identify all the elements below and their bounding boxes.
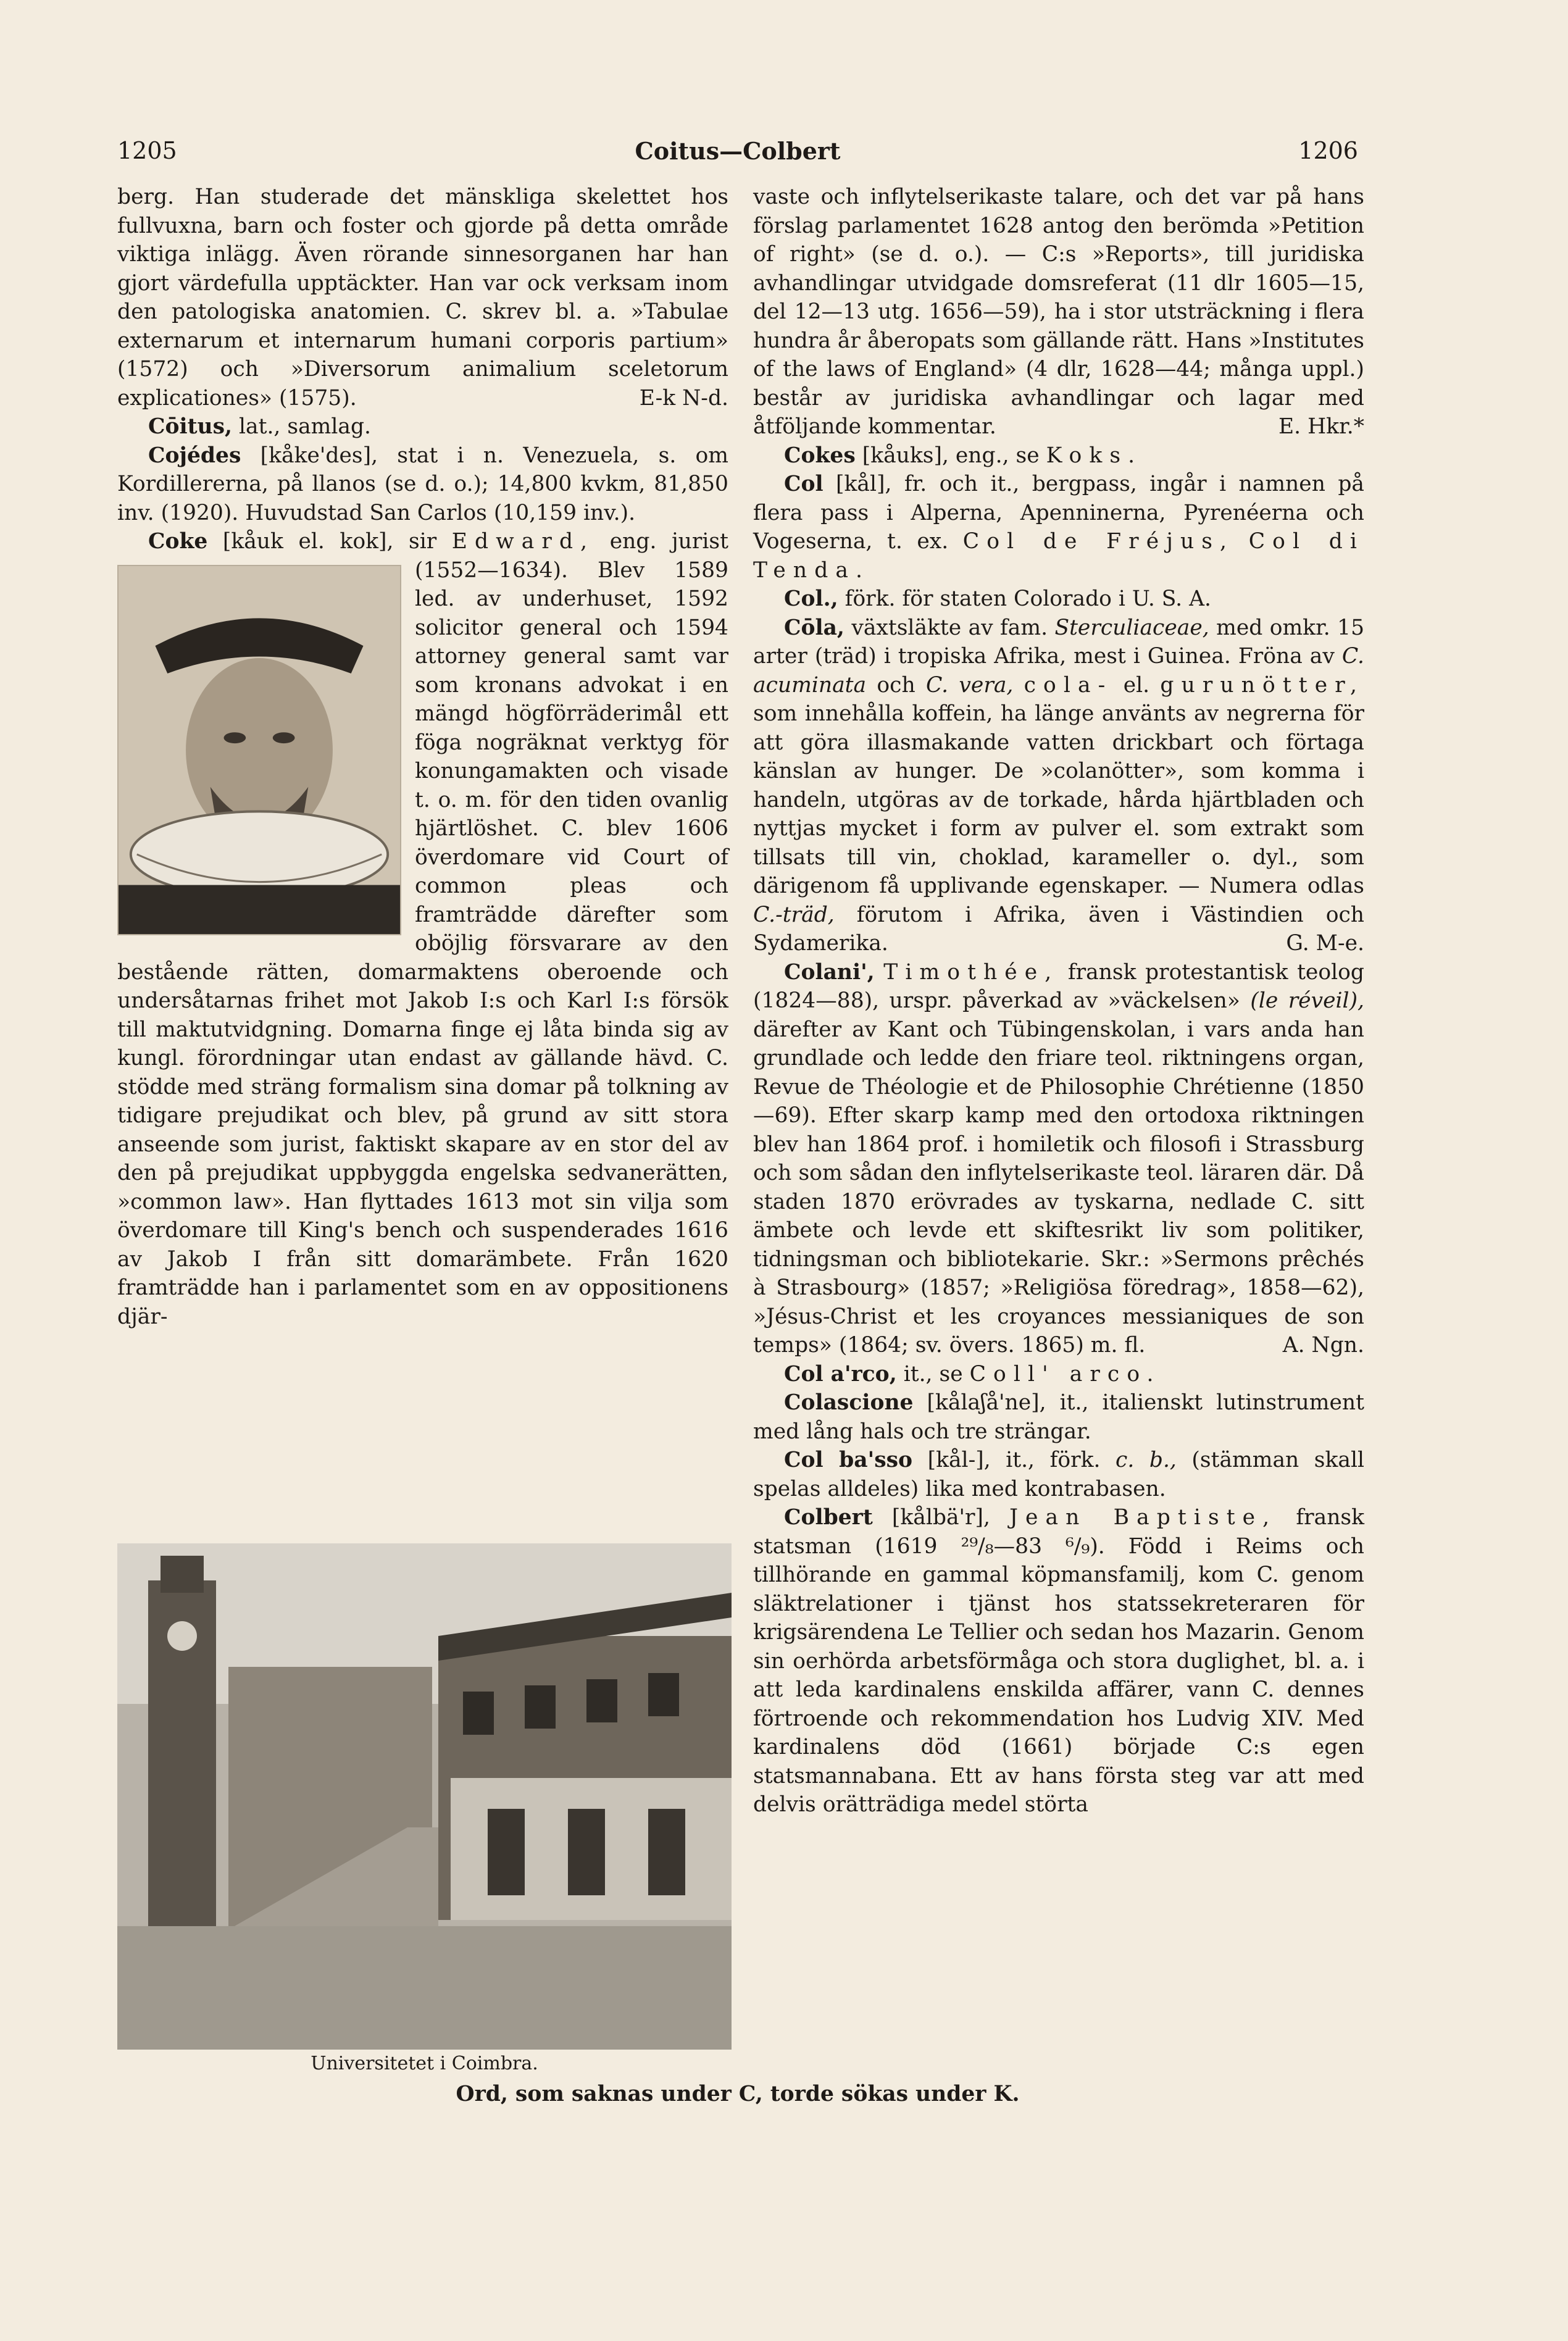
author-signature: E. Hkr.* — [1278, 414, 1364, 439]
portrait-engraving — [119, 566, 400, 934]
entry-coke-continued: vaste och inflytelserikaste talare, och det var på hans förslag parlamentet 1628 antog den berömda »Petition of right» (se d. o.). — C:s »Reports», till juridiska avhandlingar utvidgade domsreferat (11 dlr 1605—15, del 12—13 utg. 1656—59), ha i stor utsträckning i flera hundra år åberopats som gällande rätt. Hans »Institutes of the laws of England» (4 dlr, 1628—44; många uppl.) består av juridiska avhandlingar och lagar med åtföljande kommentar. E. Hkr.* — [753, 183, 1364, 441]
page-header — [117, 130, 1358, 173]
building-photograph — [117, 1543, 732, 2050]
entry-col: Col [kål], fr. och it., bergpass, ingår i namnen på flera pass i Alperna, Apenninerna, Pyrenéerna och Vogeserna, t. ex. Col de Fréjus, Col di Tenda. — [753, 472, 1365, 583]
entry-cola: Cōla, växtsläkte av fam. Sterculiaceae, med omkr. 15 arter (träd) i tropiska Afrika, mest i Guinea. Fröna av C. acuminata och C. vera, cola- el. gurunötter, som innehålla koffein, ha länge använts av negrerna för att göra illasmakande vatten drickbart och förtaga känslan av hunger. De »colanötter», som komma i handeln, utgöras av de torkade, hårda hjärtbladen och nyttjas mycket i form av pulver el. som extrakt som tillsats till vin, choklad, karameller o. dyl., som därigenom få upplivande egenskaper. — Numera odlas C.-träd, förutom i Afrika, även i Västindien och Sydamerika. G. M-e. — [753, 614, 1364, 958]
footer-note: Ord, som saknas under C, torde sökas under K. — [456, 2082, 1020, 2106]
left-column — [117, 183, 728, 1331]
coimbra-university-photo — [117, 1543, 732, 2050]
headword: Colbert — [784, 1505, 873, 1530]
headword: Cojédes — [148, 443, 241, 468]
headword: Cokes — [784, 443, 856, 468]
entry-coke: Coke [kåuk el. kok], sir Edward, eng. jurist (1552—1634). Blev 1589 led. av underhuset, 1592 solicitor general och 1594 attorney general samt var som kronans advokat i en mängd högförräderimål ett föga nogräknat verktyg för konungamakten och visade t. o. m. för den tiden ovanlig hjärtlöshet. C. blev 1606 överdomare vid Court of common pleas och framträdde därefter som oböjlig försvarare av den bestående rätten, domarmaktens oberoende och undersåtarnas frihet mot Jakob I:s och Karl I:s försök till maktutvidgning. Domarna finge ej låta binda sig av kungl. förordningar utan endast av gällande hävd. C. stödde med sträng formalism sina domar på tolkning av tidigare prejudikat och blev, på grund av sitt stora anseende som jurist, faktiskt skapare av en stor del av den på prejudikat uppbyggda engelska sedvanerätten, »common law». Han flyttades 1613 mot sin vilja som överdomare till King's bench och suspenderades 1616 av Jakob I från sitt domarämbete. Från 1620 framträdde han i parlamentet som en av oppositionens djär- — [117, 529, 728, 1329]
page-number-right: 1206 — [1298, 137, 1358, 164]
headword: Cōla, — [784, 615, 844, 640]
portrait-image — [117, 565, 401, 935]
entry-cokes: Cokes [kåuks], eng., se Koks. — [784, 443, 1143, 468]
entry-coitus: Cōitus, lat., samlag. — [148, 414, 372, 439]
right-column — [753, 183, 1364, 1819]
entry-colascione: Colascione [kålaʃå'ne], it., italienskt lutinstrument med lång hals och tre strängar. — [753, 1390, 1364, 1444]
author-signature: G. M-e. — [1286, 931, 1364, 956]
headword: Col a'rco, — [784, 1361, 897, 1387]
entry-col-abbr: Col., förk. för staten Colorado i U. S. A. — [784, 586, 1211, 611]
entry-cojedes: Cojédes [kåke'des], stat i n. Venezuela, s. om Kordillererna, på llanos (se d. o.); 14,800 kvkm, 81,850 inv. (1920). Huvudstad San Carlos (10,159 inv.). — [117, 443, 729, 525]
headword: Col ba'sso — [784, 1448, 913, 1472]
entry-col-arco: Col a'rco, it., se Coll' arco. — [784, 1361, 1161, 1387]
headword: Col — [784, 472, 824, 496]
page-number-left: 1205 — [117, 137, 177, 164]
headword: Col., — [784, 586, 838, 611]
headword: Coke — [148, 529, 208, 554]
author-signature: A. Ngn. — [1282, 1333, 1364, 1358]
headword: Colani', — [784, 959, 875, 985]
author-signature: E-k N-d. — [639, 385, 728, 411]
entry-colbert: Colbert [kålbä'r], Jean Baptiste, fransk statsman (1619 ²⁹/₈—83 ⁶/₉). Född i Reims och tillhörande en gammal köpmansfamilj, kom C. genom släktrelationer i tjänst hos statssekreteraren för krigsärendena Le Tellier och sedan hos Mazarin. Genom sin oerhörda arbetsförmåga och stora duglighet, bl. a. i att leda kardinalens enskilda affärer, vann C. dennes förtroende och rekommendation hos Ludvig XIV. Med kardinalens död (1661) började C:s egen statsmannabana. Ett av hans första steg var att med delvis orätträdiga medel störta — [753, 1505, 1365, 1817]
running-title: Coitus—Colbert — [635, 137, 841, 165]
entry-continuation: berg. Han studerade det mänskliga skelettet hos fullvuxna, barn och foster och gjorde på detta område viktiga inlägg. Även rörande sinnesorganen har han gjort värdefulla upptäckter. Han var ock verksam inom den patologiska anatomien. C. skrev bl. a. »Tabulae externarum et internarum humani corporis partium» (1572) och »Diversorum animalium sceletorum explicationes» (1575). E-k N-d. — [117, 183, 728, 412]
headword: Colascione — [784, 1390, 914, 1415]
photo-caption: Universitetet i Coimbra. — [311, 2053, 538, 2074]
entry-colani: Colani', Timothée, fransk protestantisk teolog (1824—88), urspr. påverkad av »väckelsen» (le réveil), därefter av Kant och Tübingenskolan, i vars anda han grundlade och ledde den friare teol. riktningens organ, Revue de Théologie et de Philosophie Chrétienne (1850—69). Efter skarp kamp med den ortodoxa riktningen blev han 1864 prof. i homiletik och filosofi i Strassburg och som sådan den inflytelserikaste teol. läraren där. Då staden 1870 erövrades av tyskarna, nedlade C. sitt ämbete och levde ett skiftesrikt liv som politiker, tidningsman och bibliotekarie. Skr.: »Sermons prêchés à Strasbourg» (1857; »Religiösa föredrag», 1858—62), »Jésus-Christ et les croyances messianiques de son temps» (1864; sv. övers. 1865) m. fl. A. Ngn. — [753, 958, 1364, 1360]
headword: Cōitus, — [148, 414, 233, 439]
entry-col-basso: Col ba'sso [kål-], it., förk. c. b., (stämman skall spelas alldeles) lika med kontrabasen. — [753, 1448, 1365, 1501]
